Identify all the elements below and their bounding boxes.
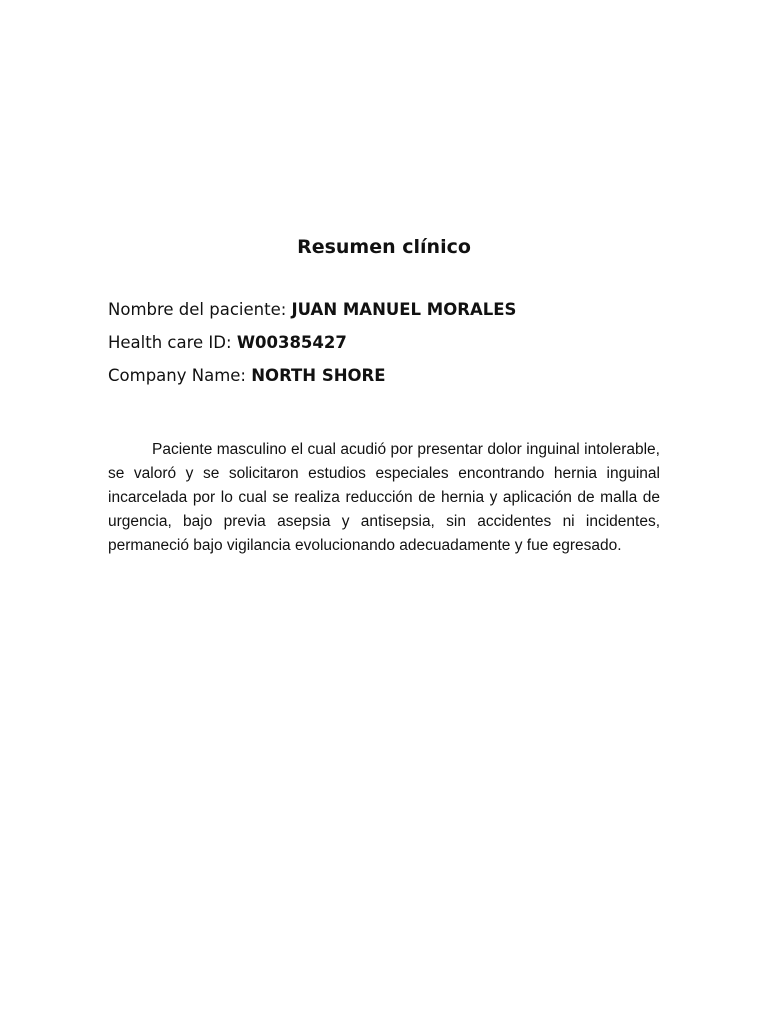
health-care-id-label: Health care ID: — [108, 333, 237, 352]
patient-name-field — [108, 299, 516, 321]
company-name-label: Company Name: — [108, 366, 252, 385]
health-care-id-field — [108, 332, 347, 354]
clinical-summary-paragraph: Paciente masculino el cual acudió por presentar dolor inguinal intolerable, se valoró y se solicitaron estudios especiales encontrando hernia inguinal incarcelada por lo cual se realiza reducción de hernia y aplicación de malla de urgencia, bajo previa asepsia y antisepsia, sin accidentes ni incidentes, permaneció bajo vigilancia evolucionando adecuadamente y fue egresado. — [108, 441, 660, 554]
company-name-value: NORTH SHORE — [251, 366, 386, 385]
health-care-id-value: W00385427 — [236, 333, 347, 352]
patient-name-label: Nombre del paciente: — [108, 300, 292, 319]
document-title: Resumen clínico — [297, 236, 471, 258]
patient-name-value: JUAN MANUEL MORALES — [291, 300, 517, 319]
company-name-field — [108, 365, 386, 387]
